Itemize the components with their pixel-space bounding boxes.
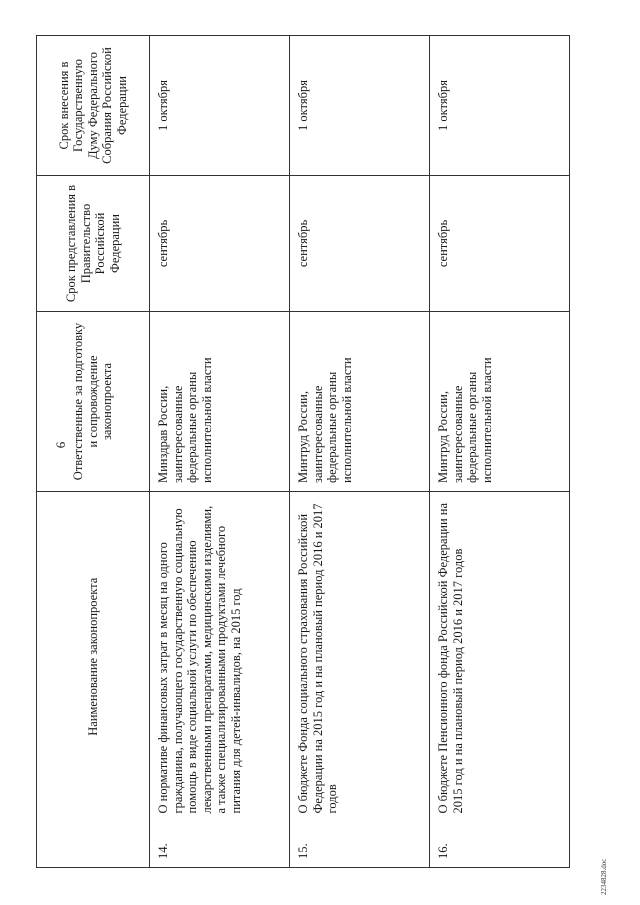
row-gov-deadline: сентябрь [430, 176, 570, 312]
header-duma-deadline: Срок внесения в Государственную Думу Федерального Собрания Российской Федерации [37, 36, 150, 176]
header-responsible: Ответственные за подготовку и сопровождение законопроекта [37, 312, 150, 492]
table-row [430, 36, 570, 868]
row-responsible: Минздрав России, заинтересованные федеральные органы исполнительной власти [150, 312, 290, 492]
row-duma-deadline: 1 октября [430, 36, 570, 176]
row-number: 15. [290, 822, 430, 868]
table-row [150, 36, 290, 868]
page-number: 6 [53, 441, 68, 449]
document-table-area [36, 36, 548, 868]
row-gov-deadline: сентябрь [290, 176, 430, 312]
row-gov-deadline: сентябрь [150, 176, 290, 312]
document-code: 2234828.doc [600, 858, 608, 895]
row-responsible: Минтруд России, заинтересованные федеральные органы исполнительной власти [290, 312, 430, 492]
row-bill-name: О бюджете Пенсионного фонда Российской Федерации на 2015 год и на плановый период 2016 и 2017 годов [430, 492, 570, 822]
header-name: Наименование законопроекта [37, 492, 150, 822]
row-bill-name: О нормативе финансовых затрат в месяц на одного гражданина, получающего государственную социальную помощь в виде социальной услуги по обеспечению лекарственными препаратами, медицинскими изделиями, а также специализированными продуктами лечебного питания для детей-инвалидов, на 2015 год [150, 492, 290, 822]
row-bill-name: О бюджете Фонда социального страхования Российской Федерации на 2015 год и на плановый период 2016 и 2017 годов [290, 492, 430, 822]
row-duma-deadline: 1 октября [290, 36, 430, 176]
header-number-cell [37, 822, 150, 868]
row-duma-deadline: 1 октября [150, 36, 290, 176]
row-number: 16. [430, 822, 570, 868]
header-gov-deadline: Срок представления в Правительство Российской Федерации [37, 176, 150, 312]
bills-table [36, 35, 570, 868]
row-number: 14. [150, 822, 290, 868]
row-responsible: Минтруд России, заинтересованные федеральные органы исполнительной власти [430, 312, 570, 492]
table-header-row [37, 36, 150, 868]
table-row [290, 36, 430, 868]
